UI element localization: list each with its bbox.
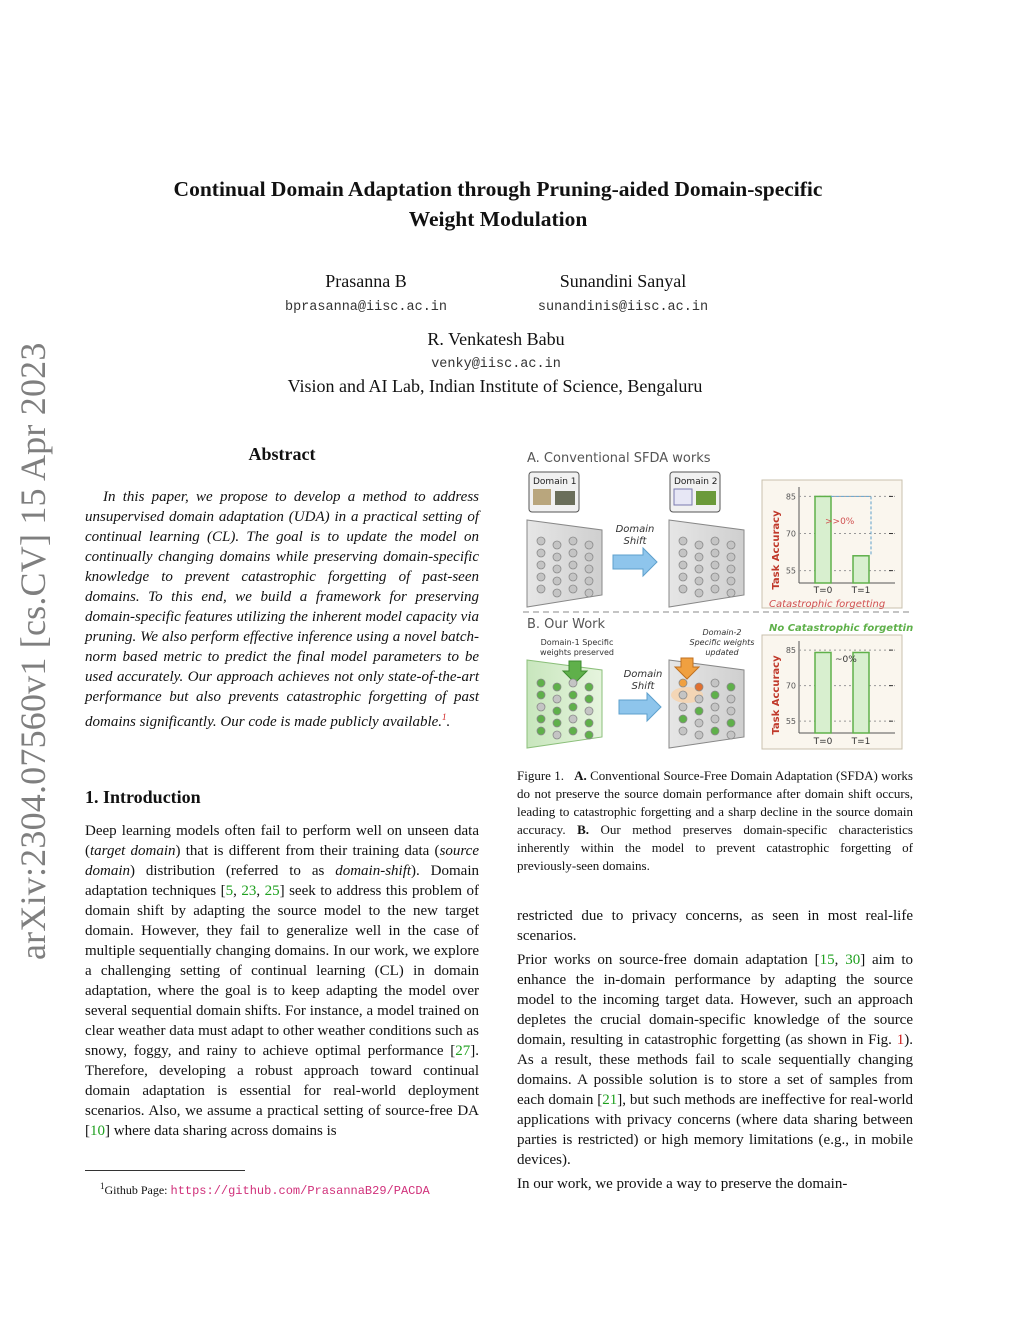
domain-shift-arrow [613, 548, 657, 576]
neuron [727, 719, 735, 727]
neuron [537, 537, 545, 545]
neuron [553, 553, 561, 561]
author-name: R. Venkatesh Babu [427, 329, 565, 349]
neuron [727, 577, 735, 585]
citation-link[interactable]: 23 [241, 883, 257, 899]
domain-2-image [674, 489, 692, 505]
domain-2-note: Specific weights [689, 638, 755, 647]
tick-label: 85 [785, 492, 796, 502]
neuron [695, 695, 703, 703]
author-name: Prasanna B [325, 271, 407, 291]
neuron [711, 679, 719, 687]
citation-link[interactable]: 30 [845, 952, 861, 968]
neuron [711, 537, 719, 545]
paper-title [100, 174, 896, 234]
neuron [695, 589, 703, 597]
neuron [553, 565, 561, 573]
neuron [569, 691, 577, 699]
neuron [727, 589, 735, 597]
footnote-marker[interactable]: 1 [442, 712, 447, 722]
domain-shift-label: Domain [623, 669, 663, 680]
title-line-2: Weight Modulation [408, 207, 588, 231]
neuron [537, 703, 545, 711]
section-heading: 1. Introduction [85, 787, 201, 807]
citation-link[interactable]: 5 [225, 883, 234, 899]
author-email[interactable]: sunandinis@iisc.ac.in [537, 300, 709, 315]
abstract-text: In this paper, we propose to develop a method to address unsupervised domain adaptation (UDA) in a practical setting of continual learning (CL). The goal is to update the model on continually changing domains while preserving domain-specific knowledge to prevent catastrophic forgetting of past-seen domains. To this end, we build a framework for preserving domain-specific features utilizing the inherent model capacity via pruning. We also perform effective inference using a novel batch-norm based metric to predict the final model parameters to be used accurately. Our approach achieves not only state-of-the-art performance but also prevents catastrophic forgetting of past domains significantly. Our code is made publicly available.$^1$. [85, 489, 479, 730]
domain-1-image [555, 491, 575, 505]
neuron [679, 679, 687, 687]
tick-label: 70 [785, 529, 796, 539]
neuron [569, 703, 577, 711]
domain-1-label: Domain 1 [533, 477, 577, 487]
figure-caption: Figure 1. A. Conventional Source-Free Domain Adaptation (SFDA) works do not preserve the source domain performance after domain shift occurs, leading to catastrophic forgetting and a sharp decline in the source domain accuracy. B. Our method preserves domain-specific characteristics inherently within the model to prevent catastrophic forgetting of previously-seen domains. [517, 768, 913, 873]
figure-svg [517, 445, 913, 755]
neuron [585, 695, 593, 703]
neuron [585, 719, 593, 727]
domain-2-note: Domain-2 [702, 628, 742, 637]
neuron [553, 541, 561, 549]
neuron [569, 727, 577, 735]
abstract-heading: Abstract [248, 444, 316, 464]
citation-link[interactable]: 21 [602, 1092, 618, 1108]
neuron [585, 541, 593, 549]
x-tick-label: T=1 [851, 737, 871, 747]
bar [853, 556, 869, 583]
arxiv-identifier: arXiv:2304.07560v1 [cs.CV] 15 Apr 2023 [13, 342, 53, 960]
neuron [679, 691, 687, 699]
footnote-rule [85, 1170, 245, 1171]
neuron [727, 707, 735, 715]
chart-b-frame [762, 635, 902, 749]
neuron [537, 691, 545, 699]
github-link[interactable]: https://github.com/PrasannaB29/PACDA [170, 1184, 430, 1198]
citation-link[interactable]: 10 [90, 1123, 105, 1139]
paragraph: Prior works on source-free domain adaptation [15, 30] aim to enhance the in-domain performance by adapting the source model to the incoming target data. However, such an approach depletes the crucial domain-specific knowledge of the source domain, resulting in catastrophic forgetting (as shown in Fig. 1). As a result, these methods fail to scale sequentially changing domains. A possible solution is to store a set of samples from each domain [21], but such methods are ineffective for real-world applications with privacy concerns (where data sharing between parties is restricted) or high memory limitations (e.g., in mobile devices). [517, 952, 914, 1168]
figure-link[interactable]: 1 [896, 1032, 905, 1048]
neuron [569, 585, 577, 593]
neuron [569, 715, 577, 723]
citation-link[interactable]: 15 [819, 952, 835, 968]
author-name: Sunandini Sanyal [559, 271, 687, 291]
neuron [569, 549, 577, 557]
panel-a-title: A. Conventional SFDA works [527, 451, 711, 466]
neuron [679, 703, 687, 711]
affiliation: Vision and AI Lab, Indian Institute of Science, Bengaluru [287, 376, 703, 396]
chart-a-annotation: >>0% [825, 517, 855, 527]
citation-link[interactable]: 27 [455, 1043, 471, 1059]
right-column-text [517, 906, 913, 1194]
neuron [537, 585, 545, 593]
neuron [727, 553, 735, 561]
neuron [695, 719, 703, 727]
neuron [711, 549, 719, 557]
neuron [553, 589, 561, 597]
domain-shift-label: Shift [623, 536, 647, 547]
intro-paragraph: Deep learning models often fail to perform well on unseen data (target domain) that is different from their training data (source domain) distribution (referred to as domain-shift). Domain adaptation techniques [5, 23, 25] seek to address this problem of domain shift by adapting the source model to the new target domain. However, they fail to generalize well in the case of multiple sequentially changing domains. In our work, we explore a challenging setting of continual learning (CL) in domain adaptation, where the goal is to keep adapting the model over several sequential domain shifts. For instance, a model trained on clear weather data must adapt to other weather conditions such as snowy, foggy, and rainy to achieve optimal performance [27]. Therefore, developing a robust approach toward continual domain adaptation is essential for real-world deployment scenarios. Also, we assume a practical setting of source-free DA [10] where data sharing across domains is [85, 823, 480, 1139]
neuron [711, 573, 719, 581]
neuron [711, 691, 719, 699]
footnote: $^1$Github Page: https://github.com/PrasannaB29/PACDA [100, 1181, 430, 1198]
neuron [585, 707, 593, 715]
neuron [727, 731, 735, 739]
neuron [711, 715, 719, 723]
neuron [537, 679, 545, 687]
neuron [695, 577, 703, 585]
neuron [537, 561, 545, 569]
citation-link[interactable]: 25 [264, 883, 280, 899]
neuron [695, 707, 703, 715]
neuron [679, 573, 687, 581]
tick-label: 70 [785, 681, 796, 691]
neuron [553, 577, 561, 585]
neuron [711, 727, 719, 735]
neuron [569, 537, 577, 545]
chart-b-caption: No Catastrophic forgetting [769, 623, 913, 634]
neuron [711, 703, 719, 711]
chart-a-ylabel: Task Accuracy [771, 510, 782, 590]
neuron [553, 719, 561, 727]
chart-a-caption: Catastrophic forgetting [769, 599, 886, 610]
domain-shift-label: Shift [631, 681, 655, 692]
neuron [727, 683, 735, 691]
neuron [679, 727, 687, 735]
panel-b-title: B. Our Work [527, 617, 606, 632]
paragraph: In our work, we provide a way to preserve the domain- [517, 1176, 848, 1192]
neuron [695, 731, 703, 739]
abstract-body: In this paper, we propose to develop a method to address unsupervised domain adaptation (UDA) in a practical setting of continual learning (CL). The goal is to update the model on continually changing domains while preserving domain-specific knowledge to prevent catastrophic forgetting of past-seen domains. To this end, we build a framework for preserving domain-specific features utilizing the inherent model capacity via pruning. We also perform effective inference using a novel batch-norm based metric to predict the final model parameters to be used accurately. Our approach achieves not only state-of-the-art performance but also prevents catastrophic forgetting of past domains significantly. Our code is made publicly available. [85, 489, 479, 730]
domain-1-image [533, 489, 551, 505]
x-tick-label: T=0 [813, 586, 833, 596]
neuron [585, 553, 593, 561]
neuron [569, 573, 577, 581]
author-email[interactable]: bprasanna@iisc.ac.in [284, 300, 448, 315]
neuron [537, 727, 545, 735]
chart-b-annotation: ~0% [835, 655, 857, 665]
bar [815, 652, 831, 733]
neuron [679, 561, 687, 569]
neuron [679, 549, 687, 557]
paragraph: restricted due to privacy concerns, as seen in most real-life scenarios. [517, 908, 913, 944]
domain-shift-arrow [619, 693, 661, 721]
tick-label: 55 [785, 717, 796, 727]
bar [815, 496, 831, 583]
neuron [553, 731, 561, 739]
neuron [585, 565, 593, 573]
neuron [679, 585, 687, 593]
x-tick-label: T=1 [851, 586, 871, 596]
neuron [727, 541, 735, 549]
neuron [553, 707, 561, 715]
author-email[interactable]: venky@iisc.ac.in [431, 357, 561, 372]
neuron [585, 731, 593, 739]
tick-label: 55 [785, 566, 796, 576]
title-line-1: Continual Domain Adaptation through Pruning-aided Domain-specific [173, 177, 823, 201]
neuron [569, 679, 577, 687]
neuron [585, 577, 593, 585]
neuron [695, 683, 703, 691]
neuron [537, 573, 545, 581]
domain-shift-label: Domain [615, 524, 655, 535]
neuron [711, 585, 719, 593]
neuron [679, 715, 687, 723]
x-tick-label: T=0 [813, 737, 833, 747]
neuron [695, 541, 703, 549]
neuron [553, 683, 561, 691]
neuron [695, 565, 703, 573]
neuron [553, 695, 561, 703]
figure-1 [517, 445, 913, 755]
domain-2-image [696, 491, 716, 505]
chart-b-ylabel: Task Accuracy [771, 655, 782, 735]
neuron [727, 695, 735, 703]
neuron [695, 553, 703, 561]
neuron [537, 549, 545, 557]
neuron [679, 537, 687, 545]
neuron [585, 683, 593, 691]
domain-2-label: Domain 2 [674, 477, 718, 487]
tick-label: 85 [785, 646, 796, 656]
neuron [569, 561, 577, 569]
domain-2-note: updated [705, 648, 739, 657]
neuron [537, 715, 545, 723]
domain-1-note: Domain-1 Specific [540, 638, 614, 647]
neuron [727, 565, 735, 573]
neuron [585, 589, 593, 597]
domain-1-note: weights preserved [540, 648, 614, 657]
neuron [711, 561, 719, 569]
